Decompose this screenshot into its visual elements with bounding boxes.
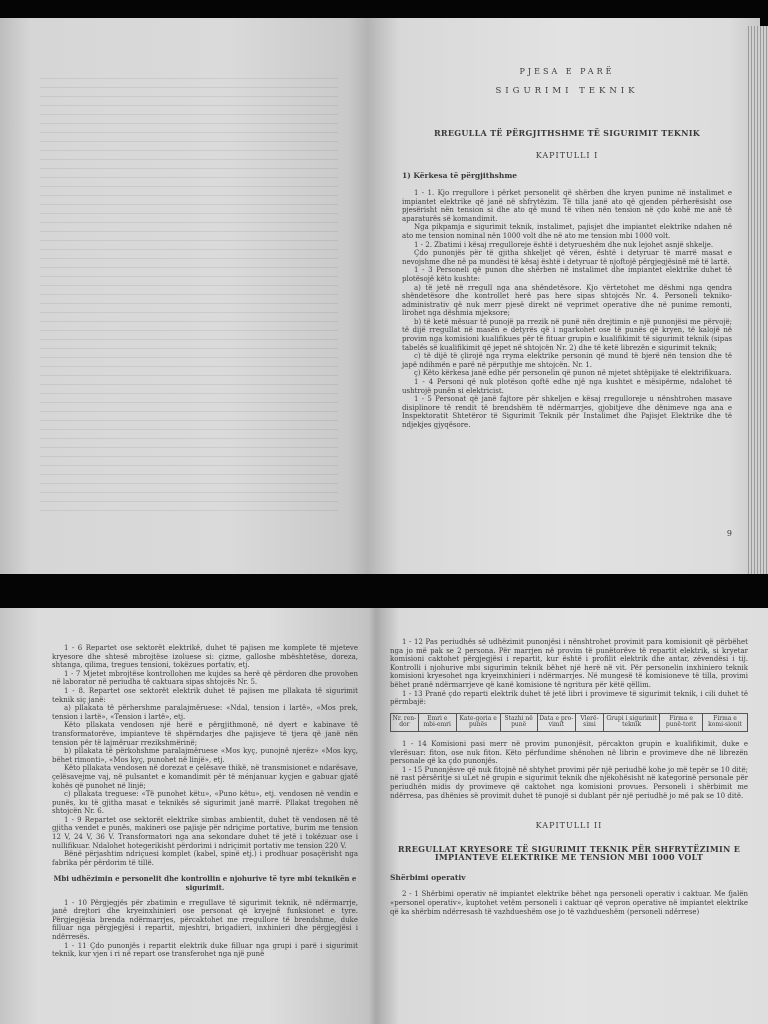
paragraph: Këto pllakata vendosen një herë e përgjithmonë, në dyert e kabinave të transformatorëve, impianteve të shpërndarjes dhe pajisjeve të tjera që janë nën tension për të lajmëruar rrezikshmërinë;: [52, 721, 358, 747]
paragraph: 1 - 8. Repartet ose sektorët elektrik duhet të pajisen me pllakata të sigurimit teknik siç janë:: [52, 686, 358, 704]
bottom-right-page-text: [390, 638, 748, 916]
table-header: Data e pro-vimit: [537, 713, 575, 731]
bottom-left-page-text: [52, 644, 358, 959]
paragraph: c) të dijë të çlirojë nga rryma elektrike personin që mund të bjerë nën tension dhe të japë ndihmën e parë në përputhje me shtojcën. Nr. 1.: [402, 352, 732, 369]
table-header-row: [391, 713, 748, 731]
paragraph: 1 - 5 Personat që janë fajtore për shkeljen e kësaj rregulloreje u nënshtrohen masave disiplinore të rendit të brendshëm të ndërmarrjes, gjobitjeve dhe dënimeve nga ana e Inspektoratit Shtetëror të Sigurimit Teknik për Instalimet dhe Pajisjet Elektrike dhe të ndjekjes gjyqësore.: [402, 395, 732, 429]
paragraph: 1 - 2. Zbatimi i kësaj rregulloreje është i detyrueshëm dhe nuk lejohet asnjë shkelje.: [414, 240, 714, 249]
bottom-right-page: [376, 608, 768, 1024]
table-header: Vlerë-simi: [575, 713, 604, 731]
paragraph: 2 - 1 Shërbimi operativ në impiantet elektrike bëhet nga personeli operativ i caktuar. Me fjalën «personel operativ», kuptohet vetëm personeli i caktuar që vepron operative në impiantet elektrike që ka shërbim ndërresash të vazhdueshëm ose jo të vazhdueshëm (personeli ndërrese): [390, 890, 748, 916]
paragraph: a) të jetë në rregull nga ana shëndetësore. Kjo vërtetohet me dëshmi nga qendra shëndetësore dhe kontrollet herë pas here sipas shtojcës Nr. 4. Personeli tekniko-administrativ që nuk merr pjesë direkt në veprimet operative dhe në punime remonti, lirohet nga dëshmia mjeksore;: [402, 283, 732, 318]
subheading: Mbi udhëzimin e personelit dhe kontrollin e njohurive të tyre mbi teknikën e sigurimit.: [53, 874, 357, 893]
part-label: PJESA E PARË: [519, 67, 615, 76]
bottom-book-spread: [0, 608, 768, 1024]
paragraph: 1 - 10 Përgjegjës për zbatimin e rregullave të sigurimit teknik, në ndërmarrje, janë drejtori dhe kryeinxhinieri ose personat që kryejnë funksionet e tyre. Përgjegjësia brenda ndërmarrjes, përcaktohet me rregullore të brendshme, duke filluar nga përgjegjësi i repartit, mjeshtri, brigadieri, inxhinieri dhe përgjegjësi i ndërresës.: [52, 898, 358, 941]
paragraph: 1 - 14 Komisioni pasi merr në provim punonjësit, përcakton grupin e kualifikimit, duke e vlerësuar: fiton, ose nuk fiton. Këto përfundime shënohen në librin e provimeve dhe në librezën personale që ka çdo punonjës.: [390, 739, 748, 766]
part-name: SIGURIMI TEKNIK: [495, 85, 639, 96]
paragraph: 1 - 12 Pas periudhës së udhëzimit punonjësi i nënshtrohet provimit para komisionit që përbëhet nga jo më pak se 2 persona. Për marrjen në provim të punëtorëve të repartit elektrik, si kryetar komisioni caktohet përgjegjësi i repartit, kur është i profilit elektrik dhe antar, zëvendësi i tij. Kontrolli i njohurive mbi sigurimin teknik bëhet një herë në vit. Për personelin inxhiniero teknik komisioni kryesohet nga kryeinxhinieri i ndërmarrjes. Në mungesë të komisioneve të tilla, provimi bëhet pranë ndërmarrjeve që kanë komisione të ngritura për këtë qëllim.: [390, 638, 748, 689]
paragraph: b) të ketë mësuar të punojë pa rrezik në punë nën drejtimin e një punonjësi me përvojë; të dijë rregullat në masën e detyrës që i ngarkohet ose të punës që kryen, të kalojë në provim nga komisioni kualifikues për të fituar grupin e kualifikimit të sigurimit teknik (sipas tabelës së kualifikimit që jepet në shtojcën Nr. 2) dhe të ketë librezën e sigurimit teknik;: [402, 317, 732, 352]
page-edges: [746, 26, 768, 574]
paragraph: 1 - 6 Repartet ose sektorët elektrikë, duhet të pajisen me komplete të mjeteve kryesore dhe shtesë mbrojtëse izoluese si: çizme, galloshe mbështetëse, doreza, shtanga, qilima, tregues tensioni, tokëzues portativ, etj.: [52, 644, 358, 670]
page-number: 9: [726, 529, 732, 538]
paragraph: 1 - 11 Çdo punonjës i repartit elektrik duke filluar nga grupi i parë i sigurimit teknik, kur vjen i ri në repart ose transferohet nga një punë: [52, 941, 358, 959]
paragraph: 1 - 4 Personi që nuk plotëson qoftë edhe një nga kushtet e mësipërme, ndalohet të ushtrojë punën si elektricist.: [402, 378, 732, 395]
table-header: Firma e komi-sionit: [703, 713, 748, 731]
bottom-left-page: [0, 608, 380, 1024]
top-right-page-text: [402, 38, 732, 430]
paragraph: a) pllakata të përhershme paralajmëruese: «Ndal, tension i lartë», «Mos prek, tension i lartë», «Tension i lartë», etj.: [52, 704, 358, 721]
bleed-through-text: [40, 78, 338, 514]
paragraph: Bënë përjashtim ndriçuesi komplet (kabel, spinë etj.) i prodhuar posaçërisht nga fabrika për përdorim të tillë.: [52, 850, 358, 867]
paragraph: b) pllakata të përkohshme paralajmëruese «Mos kyç, punojnë njerëz» «Mos kyç, bëhet rimonti», «Mos kyç, punohet në linjë», etj.: [52, 747, 358, 764]
exam-register-table: [390, 713, 748, 732]
section-heading: Shërbimi operativ: [390, 872, 466, 882]
top-left-page: [0, 18, 378, 574]
section-heading: 1) Kërkesa të përgjithshme: [402, 171, 518, 181]
paragraph: Nga pikpamja e sigurimit teknik, instalimet, pajisjet dhe impiantet elektrike ndahen në ato me tension nominal nën 1000 volt dhe në ato me tension mbi 1000 volt.: [402, 223, 732, 240]
paragraph: 1 - 15 Punonjësve që nuk fitojnë në shtyhet provimi për një periudhë kohe jo më tepër se 10 ditë; në rast përsëritje si uLet në grupin e sigurimit teknik dhe njëkohësisht në kategorinë personale për periudhën midis dy provimeve që caktohet nga komisioni provues. Personeli i shërbimit me ndërresa, pas dhënies së provimit duhet të punojë si dublant për një periudhë jo më pak se 10 ditë.: [390, 765, 748, 800]
table-header: Nr. ren-dor: [391, 713, 419, 731]
paragraph: 1 - 1. Kjo rregullore i përket personelit që shërben dhe kryen punime në instalimet e impiantet elektrike që janë në shfrytëzim. Të tilla janë ato që gjenden përherësisht ose pjesërisht nën tension si dhe ato që mund të vihen nën tension në çdo kohë me anë të aparaturës së komandimit.: [402, 188, 732, 223]
paragraph: c) pllakata treguese: «Të punohet këtu», «Puno këtu», etj. vendosen në vendin e punës, ku të gjitha masat e teknikës së sigurimit janë marrë. Pllakat tregohen në shtojcën Nr. 6.: [52, 790, 358, 816]
paragraph: 1 - 3 Personeli që punon dhe shërben në instalimet dhe impiantet elektrike duhet të plotësojë këto kushte:: [402, 266, 732, 283]
paragraph: 1 - 9 Repartet ose sektorët elektrike simbas ambientit, duhet të vendosen në të gjitha vendet e punës, makineri ose pajisje për ndriçime portative, burim me tension 12 V, 24 V, 36 V. Transformatori nga ana sekondare duhet të jetë i tokëzuar ose i nullifikuar. Ndalohet hotegerikisht përdorimi i ndriçimit portativ me tension 220 V.: [52, 815, 358, 850]
table-header: Emri e mbi-emri: [418, 713, 456, 731]
paragraph: Këto pllakata vendosen në dorezat e çelësave thikë, në transmisionet e ndarësave, çelësavejme vaj, në pulsantet e komandimit për të ménjanuar kyçjen e gabuar gjatë kohës që punohet në linjë;: [52, 764, 358, 790]
table-header: Grupi i sigurimit teknik: [604, 713, 660, 731]
top-right-page: [368, 18, 760, 574]
paragraph: 1 - 13 Pranë çdo reparti elektrik duhet të jetë libri i provimeve të sigurimit teknik, i cili duhet të përmbajë:: [390, 689, 748, 707]
paragraph: 1 - 7 Mjetet mbrojtëse kontrollohen me kujdes sa herë që përdoren dhe provohen në laborator në periudha të caktuara sipas shtojcës Nr. 5.: [52, 669, 358, 687]
table-header: Kate-goria e punës: [456, 713, 500, 731]
chapter-number: KAPITULLI II: [535, 821, 603, 831]
chapter-number: KAPITULLI I: [535, 150, 599, 160]
table-header: Firma e punë-torit: [660, 713, 703, 731]
paragraph: ç) Këto kërkesa janë edhe për personelin që punon në mjetet shtëpijake të elektrifikuara.: [414, 369, 732, 378]
paragraph: Çdo punonjës për të gjitha shkeljet që vëren, është i detyruar të marrë masat e nevojshme dhe në pa mundësi të kësaj është i detyruar të njoftojë përgjegjësinë më të lartë.: [402, 249, 732, 266]
top-book-spread: [0, 18, 768, 574]
chapter-heading: RREGULLAT KRYESORE TË SIGURIMIT TEKNIK PËR SHFRYTËZIMIN E IMPIANTEVE ELEKTRIKE ME TENSION MBI 1000 VOLT: [397, 843, 741, 863]
table-header: Stazhi në punë: [500, 713, 537, 731]
chapter-heading: RREGULLA TË PËRGJITHSHME TË SIGURIMIT TEKNIK: [433, 128, 701, 139]
